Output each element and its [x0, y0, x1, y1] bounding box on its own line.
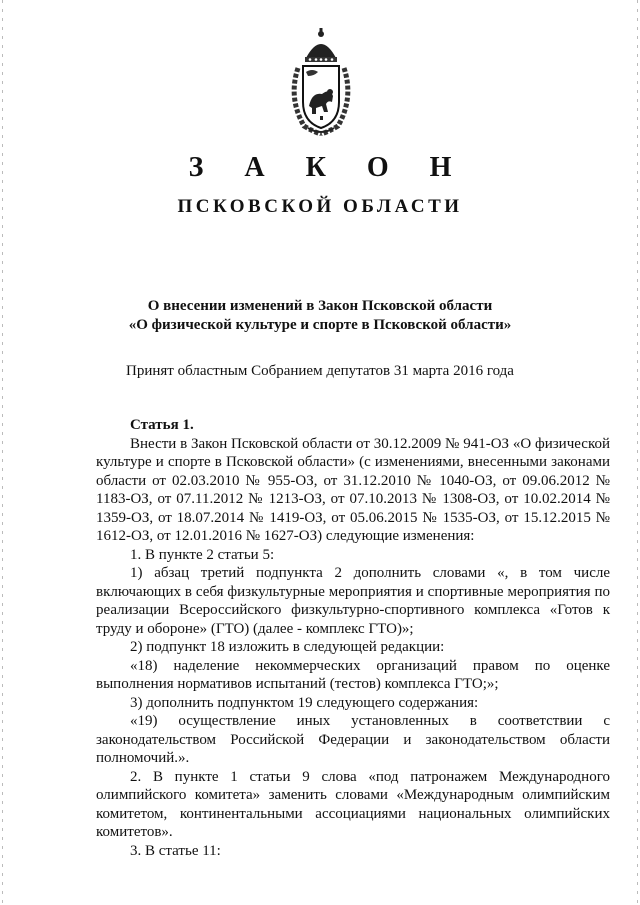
- law-subject-line-2: «О физической культуре и спорте в Псковской области»: [128, 317, 512, 333]
- law-subject-line-1: О внесении изменений в Закон Псковской области: [147, 298, 493, 314]
- law-subject: [0, 297, 640, 335]
- coat-of-arms-icon: [284, 28, 358, 136]
- scan-edge-right: [637, 0, 638, 905]
- adoption-statement: Принят областным Собранием депутатов 31 марта 2016 года: [126, 363, 514, 379]
- paragraph-1-item-3: 3) дополнить подпунктом 19 следующего содержания:: [130, 694, 479, 711]
- paragraph-2: 2. В пункте 1 статьи 9 слова «под патронажем Международного олимпийского комитета» заменить словами «Международным олимпийским комитетом, континентальными ассоциациями национальных олимпийских комитетов».: [96, 768, 610, 840]
- scan-edge-left: [2, 0, 3, 905]
- paragraph-1-item-2-text: «18) наделение некоммерческих организаций правом по оценке выполнения нормативов испытаний (тестов) комплекса ГТО;»;: [96, 657, 610, 692]
- region-title: ПСКОВСКОЙ ОБЛАСТИ: [177, 196, 463, 217]
- paragraph-1-item-2: 2) подпункт 18 изложить в следующей редакции:: [130, 639, 445, 655]
- article-intro: Внести в Закон Псковской области от 30.12.2009 № 941-ОЗ «О физической культуре и спорте в Псковской области» (с изменениями, внесенными законами области от 02.03.2010 № 955-ОЗ, от 31.12.2010 № 1040-ОЗ, от 09.06.2012 № 1183-ОЗ, от 07.11.2012 № 1213-ОЗ, от 07.10.2013 № 1308-ОЗ, от 10.02.2014 № 1359-ОЗ, от 18.07.2014 № 1419-ОЗ, от 05.06.2015 № 1535-ОЗ, от 15.12.2015 № 1612-ОЗ, от 12.01.2016 № 1627-ОЗ) следующие изменения:: [96, 435, 610, 544]
- document-type-title: З А К О Н: [188, 152, 469, 183]
- article-heading: Статья 1.: [130, 417, 194, 433]
- paragraph-1-item-3-text: «19) осуществление иных установленных в соответствии с законодательством Российской Федерации и законодательством области полномочий.».: [96, 713, 610, 766]
- paragraph-1: 1. В пункте 2 статьи 5:: [130, 546, 275, 563]
- law-body: [96, 416, 610, 860]
- paragraph-3: 3. В статье 11:: [130, 842, 221, 859]
- paragraph-1-item-1: 1) абзац третий подпункта 2 дополнить словами «, в том числе включающих в себя физкультурные мероприятия и спортивные мероприятия по реализации Всероссийского физкультурно-спортивного комплекса «Готов к труду и обороне» (ГТО) (далее - комплекс ГТО)»;: [96, 565, 610, 637]
